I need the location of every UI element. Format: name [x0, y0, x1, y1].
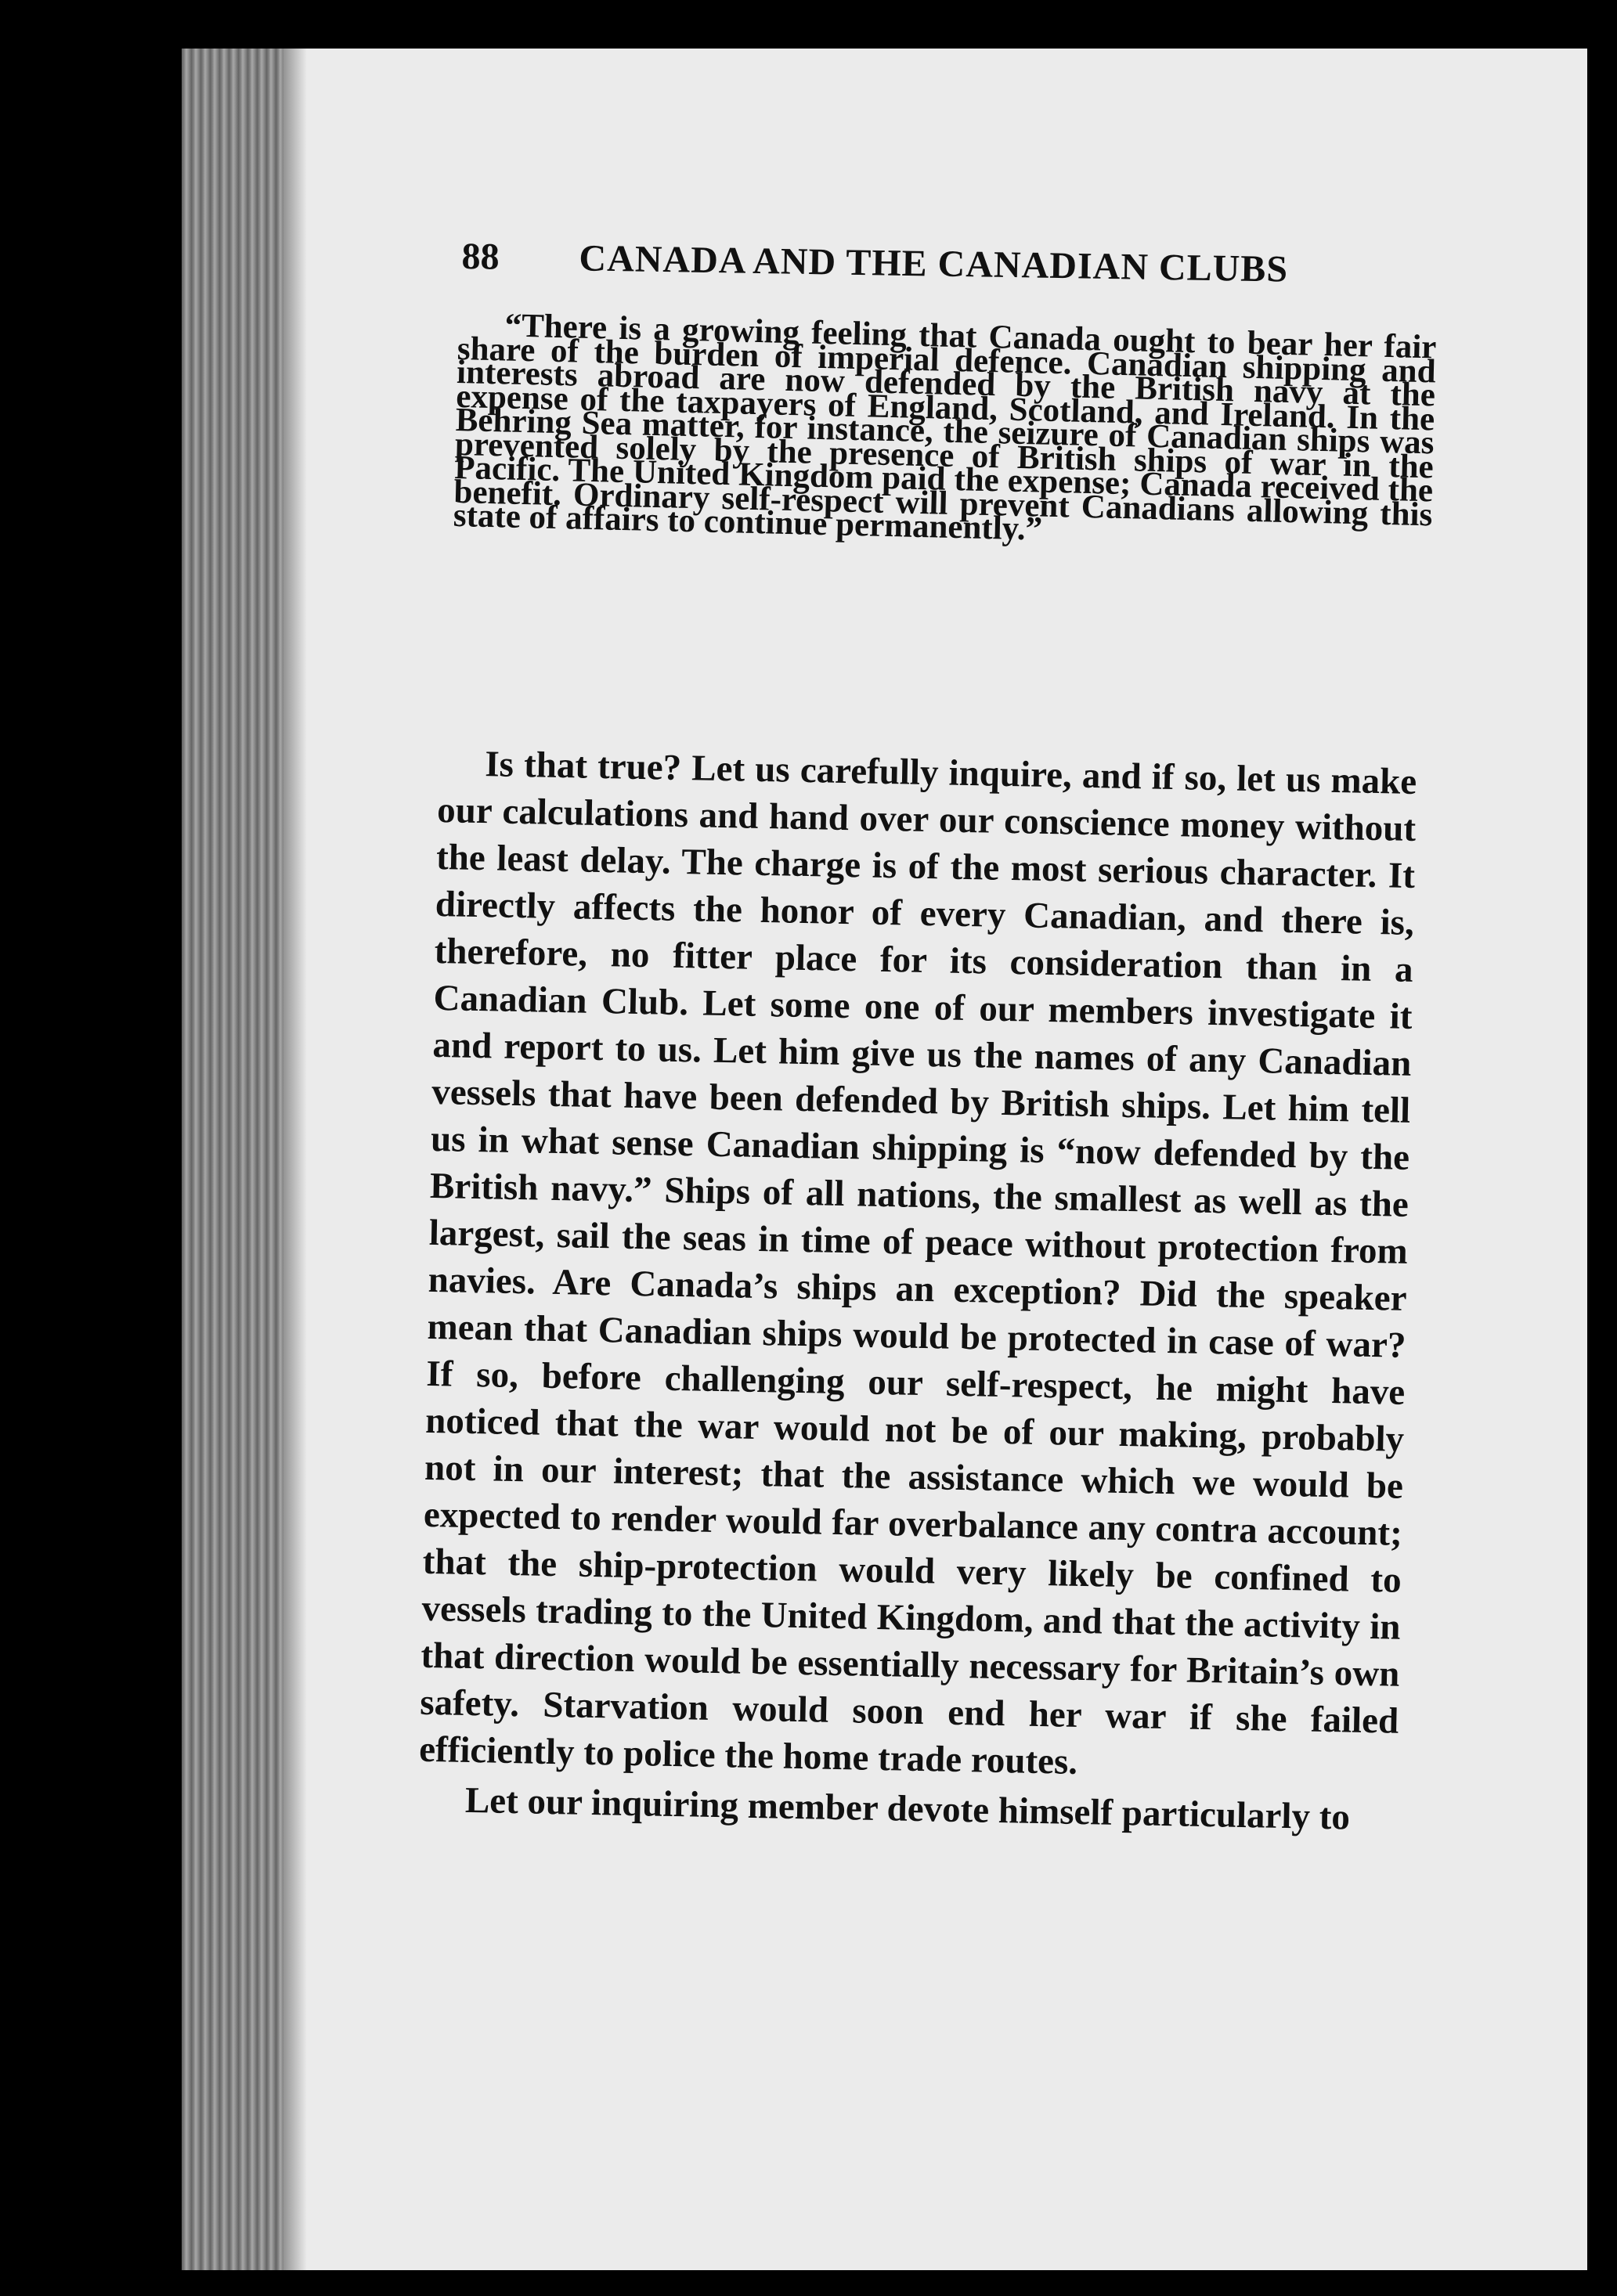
body-paragraph-1: Is that true? Let us carefully inquire, and if so, let us make our calculations and hand over our conscience money without the least delay. The charge is of the most serious character. It directly affects the honor of every Canadian, and there is, therefore, no fitter place for its consideration than in a Canadian Club. Let some one of our members investigate it and report to us. Let him give us the names of any Canadian vessels that have been defended by British ships. Let him tell us in what sense Canadian shipping is “now defended by the British navy.” Ships of all nations, the smallest as well as the largest, sail the seas in time of peace without protection from navies. Are Canada’s ships an exception? Did the speaker mean that Canadian ships would be protected in case of war? If so, before challenging our self-respect, he might have noticed that the war would not be of our making, probably not in our interest; that the assistance which we would be expected to render would far overbalance any contra account; that the ship-protection would very likely be confined to vessels trading to the United Kingdom, and that the activity in that direction would be essentially necessary for Britain’s own safety. Starvation would soon end her war if she failed efficiently to police the home trade routes.	[418, 744, 1417, 1782]
running-head: CANADA AND THE CANADIAN CLUBS	[579, 237, 1289, 290]
page-number: 88	[461, 235, 500, 278]
body-text	[417, 740, 1417, 1842]
gutter-shadow	[283, 49, 307, 2270]
quotation-paragraph: “There is a growing feeling that Canada ought to bear her fair share of the burden of imperial defence. Canadian shipping and interests abroad are now defended by the British navy at the expense of the taxpayers of England, Scotland, and Ireland. In the Behring Sea matter, for instance, the seizure of Canadian ships was prevented solely by the presence of British ships of war in the Pacific. The United Kingdom paid the expense; Canada received the benefit. Ordinary self-respect will prevent Canadians allowing this state of affairs to continue permanently.”	[453, 307, 1437, 548]
quotation-block	[453, 307, 1437, 551]
body-paragraph-2: Let our inquiring member devote himself particularly to	[464, 1779, 1351, 1838]
page-edge-stack	[182, 49, 283, 2270]
